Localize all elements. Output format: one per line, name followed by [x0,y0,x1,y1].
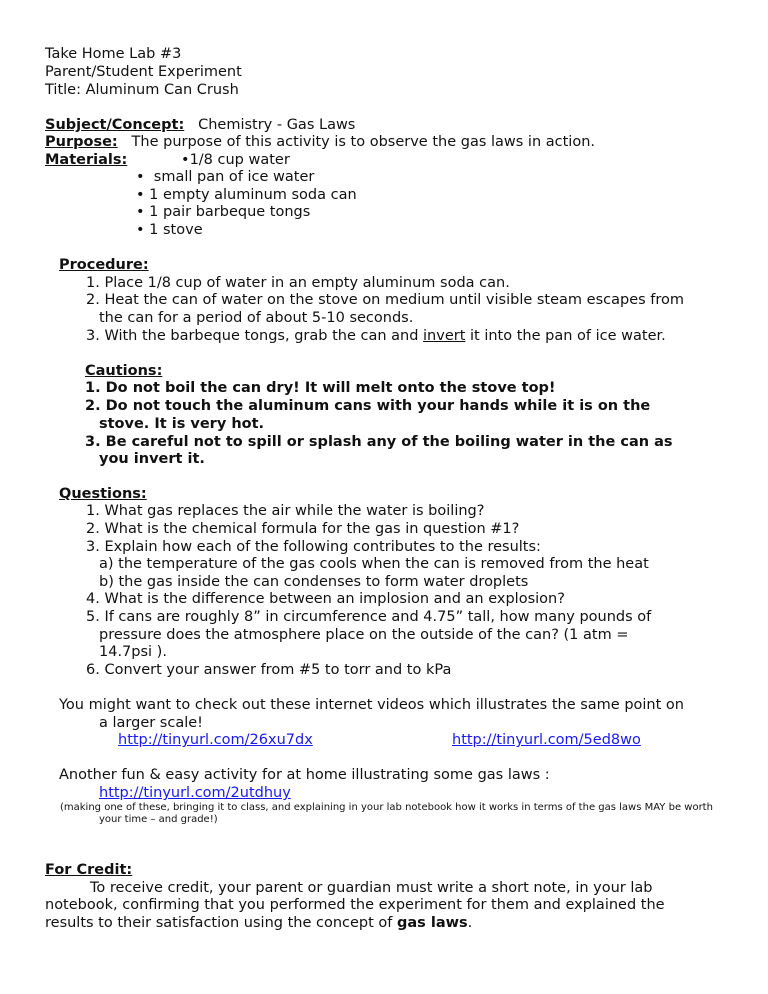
caution-3-cont: you invert it. [99,451,205,467]
caution-3: 3. Be careful not to spill or splash any of the boiling water in the can as [85,434,673,450]
purpose-label: Purpose: [45,134,118,150]
caution-2-cont: stove. It is very hot. [99,416,265,432]
subject-text: Chemistry - Gas Laws [198,117,356,133]
invert-word: invert [423,328,466,344]
header-line-2: Parent/Student Experiment [45,64,242,80]
caution-1: 1. Do not boil the can dry! It will melt onto the stove top! [85,380,556,396]
procedure-step-2: 2. Heat the can of water on the stove on medium until visible steam escapes from [86,292,685,308]
credit-text-1: To receive credit, your parent or guardian must write a short note, in your lab [90,880,653,896]
videos-text-cont: a larger scale! [99,715,203,731]
procedure-step-1: 1. Place 1/8 cup of water in an empty aluminum soda can. [86,275,510,291]
question-6: 6. Convert your answer from #5 to torr and to kPa [86,662,452,678]
videos-text: You might want to check out these internet videos which illustrates the same point on [59,697,684,713]
header-line-1: Take Home Lab #3 [45,46,182,62]
subject-label: Subject/Concept: [45,117,185,133]
activity-link[interactable]: http://tinyurl.com/2utdhuy [99,785,291,801]
purpose-text: The purpose of this activity is to observe the gas laws in action. [131,134,595,150]
cautions-heading: Cautions: [85,363,163,379]
credit-text-2: notebook, confirming that you performed the experiment for them and explained the [45,897,665,913]
question-5-cont-2: 14.7psi ). [99,644,167,660]
credit-text-3: results to their satisfaction using the concept of gas laws. [45,915,473,931]
question-4: 4. What is the difference between an implosion and an explosion? [86,591,565,607]
question-3: 3. Explain how each of the following contributes to the results: [86,539,541,555]
caution-2: 2. Do not touch the aluminum cans with your hands while it is on the [85,398,651,414]
material-item: •1/8 cup water [181,152,290,168]
video-link-2[interactable]: http://tinyurl.com/5ed8wo [452,732,641,748]
question-5-cont: pressure does the atmosphere place on the outside of the can? (1 atm = [99,627,629,643]
material-item: • small pan of ice water [136,169,315,185]
procedure-step-2-cont: the can for a period of about 5-10 seconds. [99,310,414,326]
activity-note-cont: your time – and grade!) [99,814,218,825]
question-3a: a) the temperature of the gas cools when the can is removed from the heat [99,556,649,572]
procedure-step-3: 3. With the barbeque tongs, grab the can and invert it into the pan of ice water. [86,328,666,344]
purpose-row [45,133,595,151]
header-title: Title: Aluminum Can Crush [45,82,239,98]
gas-laws-bold: gas laws [397,915,468,931]
procedure-heading: Procedure: [59,257,149,273]
questions-heading: Questions: [59,486,147,502]
subject-row [45,116,355,134]
material-item: • 1 stove [136,222,203,238]
material-item: • 1 empty aluminum soda can [136,187,357,203]
material-item: • 1 pair barbeque tongs [136,204,311,220]
activity-text: Another fun & easy activity for at home illustrating some gas laws : [59,767,550,783]
credit-heading: For Credit: [45,862,133,878]
video-link-1[interactable]: http://tinyurl.com/26xu7dx [118,732,313,748]
question-1: 1. What gas replaces the air while the water is boiling? [86,503,485,519]
question-3b: b) the gas inside the can condenses to form water droplets [99,574,529,590]
question-2: 2. What is the chemical formula for the gas in question #1? [86,521,520,537]
activity-note: (making one of these, bringing it to class, and explaining in your lab notebook how it works in terms of the gas laws MAY be worth [60,802,713,813]
materials-label-row [45,151,127,169]
question-5: 5. If cans are roughly 8” in circumference and 4.75” tall, how many pounds of [86,609,652,625]
materials-label: Materials: [45,152,128,168]
